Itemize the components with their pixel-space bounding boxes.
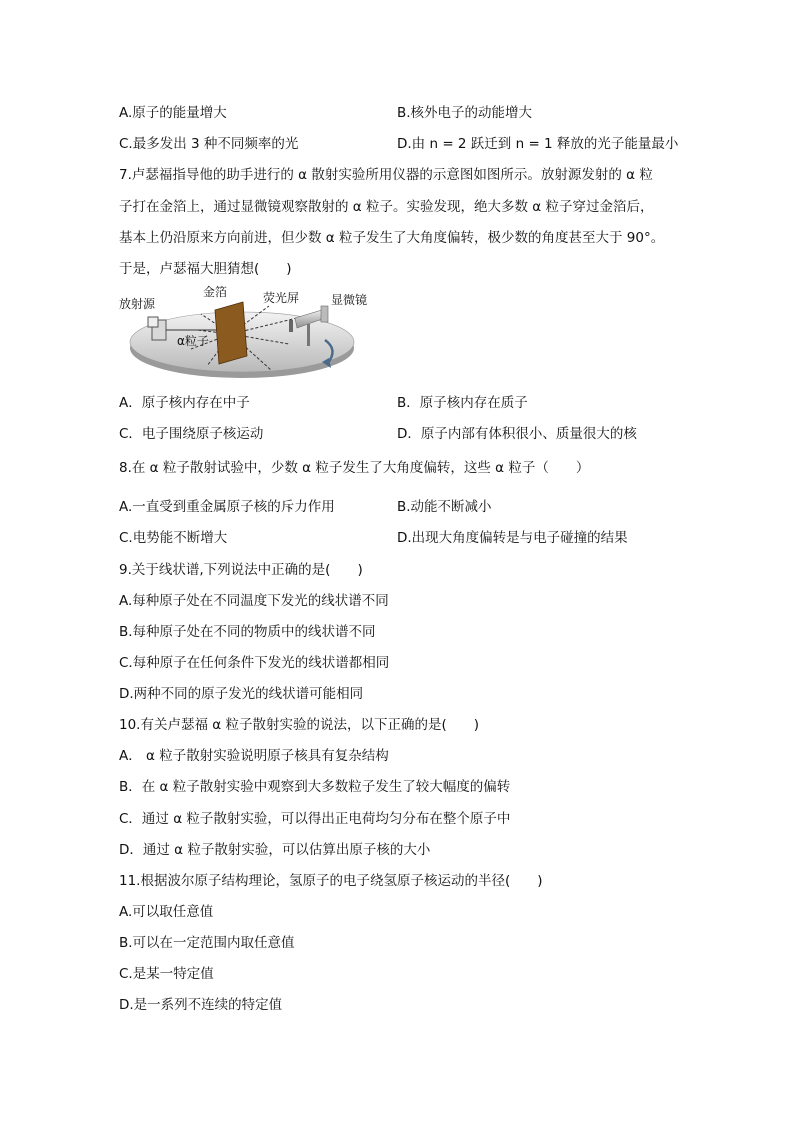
q8-option-c: C.电势能不断增大	[119, 530, 228, 546]
q11-option-c: C.是某一特定值	[119, 966, 214, 982]
q8-option-b: B.动能不断减小	[397, 499, 492, 515]
q8-option-d: D.出现大角度偏转是与电子碰撞的结果	[397, 530, 628, 546]
q7-stem-line-3: 基本上仍沿原来方向前进，但少数 α 粒子发生了大角度偏转，极少数的角度甚至大于 90°。	[119, 230, 665, 246]
q10-option-d: D．通过 α 粒子散射实验，可以估算出原子核的大小	[119, 842, 431, 858]
q7-option-a: A．原子核内存在中子	[119, 395, 250, 411]
label-screen: 荧光屏	[263, 291, 300, 305]
q9-option-d: D.两种不同的原子发光的线状谱可能相同	[119, 686, 364, 702]
q10-option-c: C．通过 α 粒子散射实验，可以得出正电荷均匀分布在整个原子中	[119, 811, 511, 827]
q7-option-d: D．原子内部有体积很小、质量很大的核	[397, 426, 637, 442]
q10-stem: 10.有关卢瑟福 α 粒子散射实验的说法，以下正确的是( )	[119, 717, 479, 733]
q6-option-a: A.原子的能量增大	[119, 105, 227, 121]
q6-option-c: C.最多发出 3 种不同频率的光	[119, 136, 299, 152]
q7-option-c: C．电子围绕原子核运动	[119, 426, 264, 442]
q7-stem-line-4: 于是，卢瑟福大胆猜想( )	[119, 261, 292, 277]
label-foil: 金箔	[203, 285, 228, 299]
rutherford-apparatus-figure	[119, 284, 379, 386]
q11-stem: 11.根据波尔原子结构理论，氢原子的电子绕氢原子核运动的半径( )	[119, 873, 543, 889]
label-source: 放射源	[119, 297, 156, 311]
q8-stem: 8.在 α 粒子散射试验中，少数 α 粒子发生了大角度偏转，这些 α 粒子（ ）	[119, 460, 590, 476]
label-microscope: 显微镜	[331, 293, 368, 307]
q9-option-a: A.每种原子处在不同温度下发光的线状谱不同	[119, 593, 389, 609]
q9-option-c: C.每种原子在任何条件下发光的线状谱都相同	[119, 655, 390, 671]
q10-option-a: A． α 粒子散射实验说明原子核具有复杂结构	[119, 748, 389, 764]
q11-option-d: D.是一系列不连续的特定值	[119, 997, 283, 1013]
q8-option-a: A.一直受到重金属原子核的斥力作用	[119, 499, 335, 515]
microscope-eyepiece	[321, 306, 328, 322]
q9-option-b: B.每种原子处在不同的物质中的线状谱不同	[119, 624, 376, 640]
q6-option-b: B.核外电子的动能增大	[397, 105, 533, 121]
q10-option-b: B．在 α 粒子散射实验中观察到大多数粒子发生了较大幅度的偏转	[119, 779, 511, 795]
label-alpha-particle: α粒子	[177, 334, 209, 348]
q9-stem: 9.关于线状谱,下列说法中正确的是( )	[119, 562, 363, 578]
q11-option-a: A.可以取任意值	[119, 904, 214, 920]
gold-foil	[215, 302, 247, 364]
q7-stem-line-2: 子打在金箔上，通过显微镜观察散射的 α 粒子。实验发现，绝大多数 α 粒子穿过金箔后，	[119, 199, 654, 215]
q11-option-b: B.可以在一定范围内取任意值	[119, 935, 295, 951]
q6-option-d: D.由 n = 2 跃迁到 n = 1 释放的光子能量最小	[397, 136, 679, 152]
q7-option-b: B．原子核内存在质子	[397, 395, 528, 411]
q7-stem-line-1: 7.卢瑟福指导他的助手进行的 α 散射实验所用仪器的示意图如图所示。放射源发射的 α 粒	[119, 167, 653, 183]
